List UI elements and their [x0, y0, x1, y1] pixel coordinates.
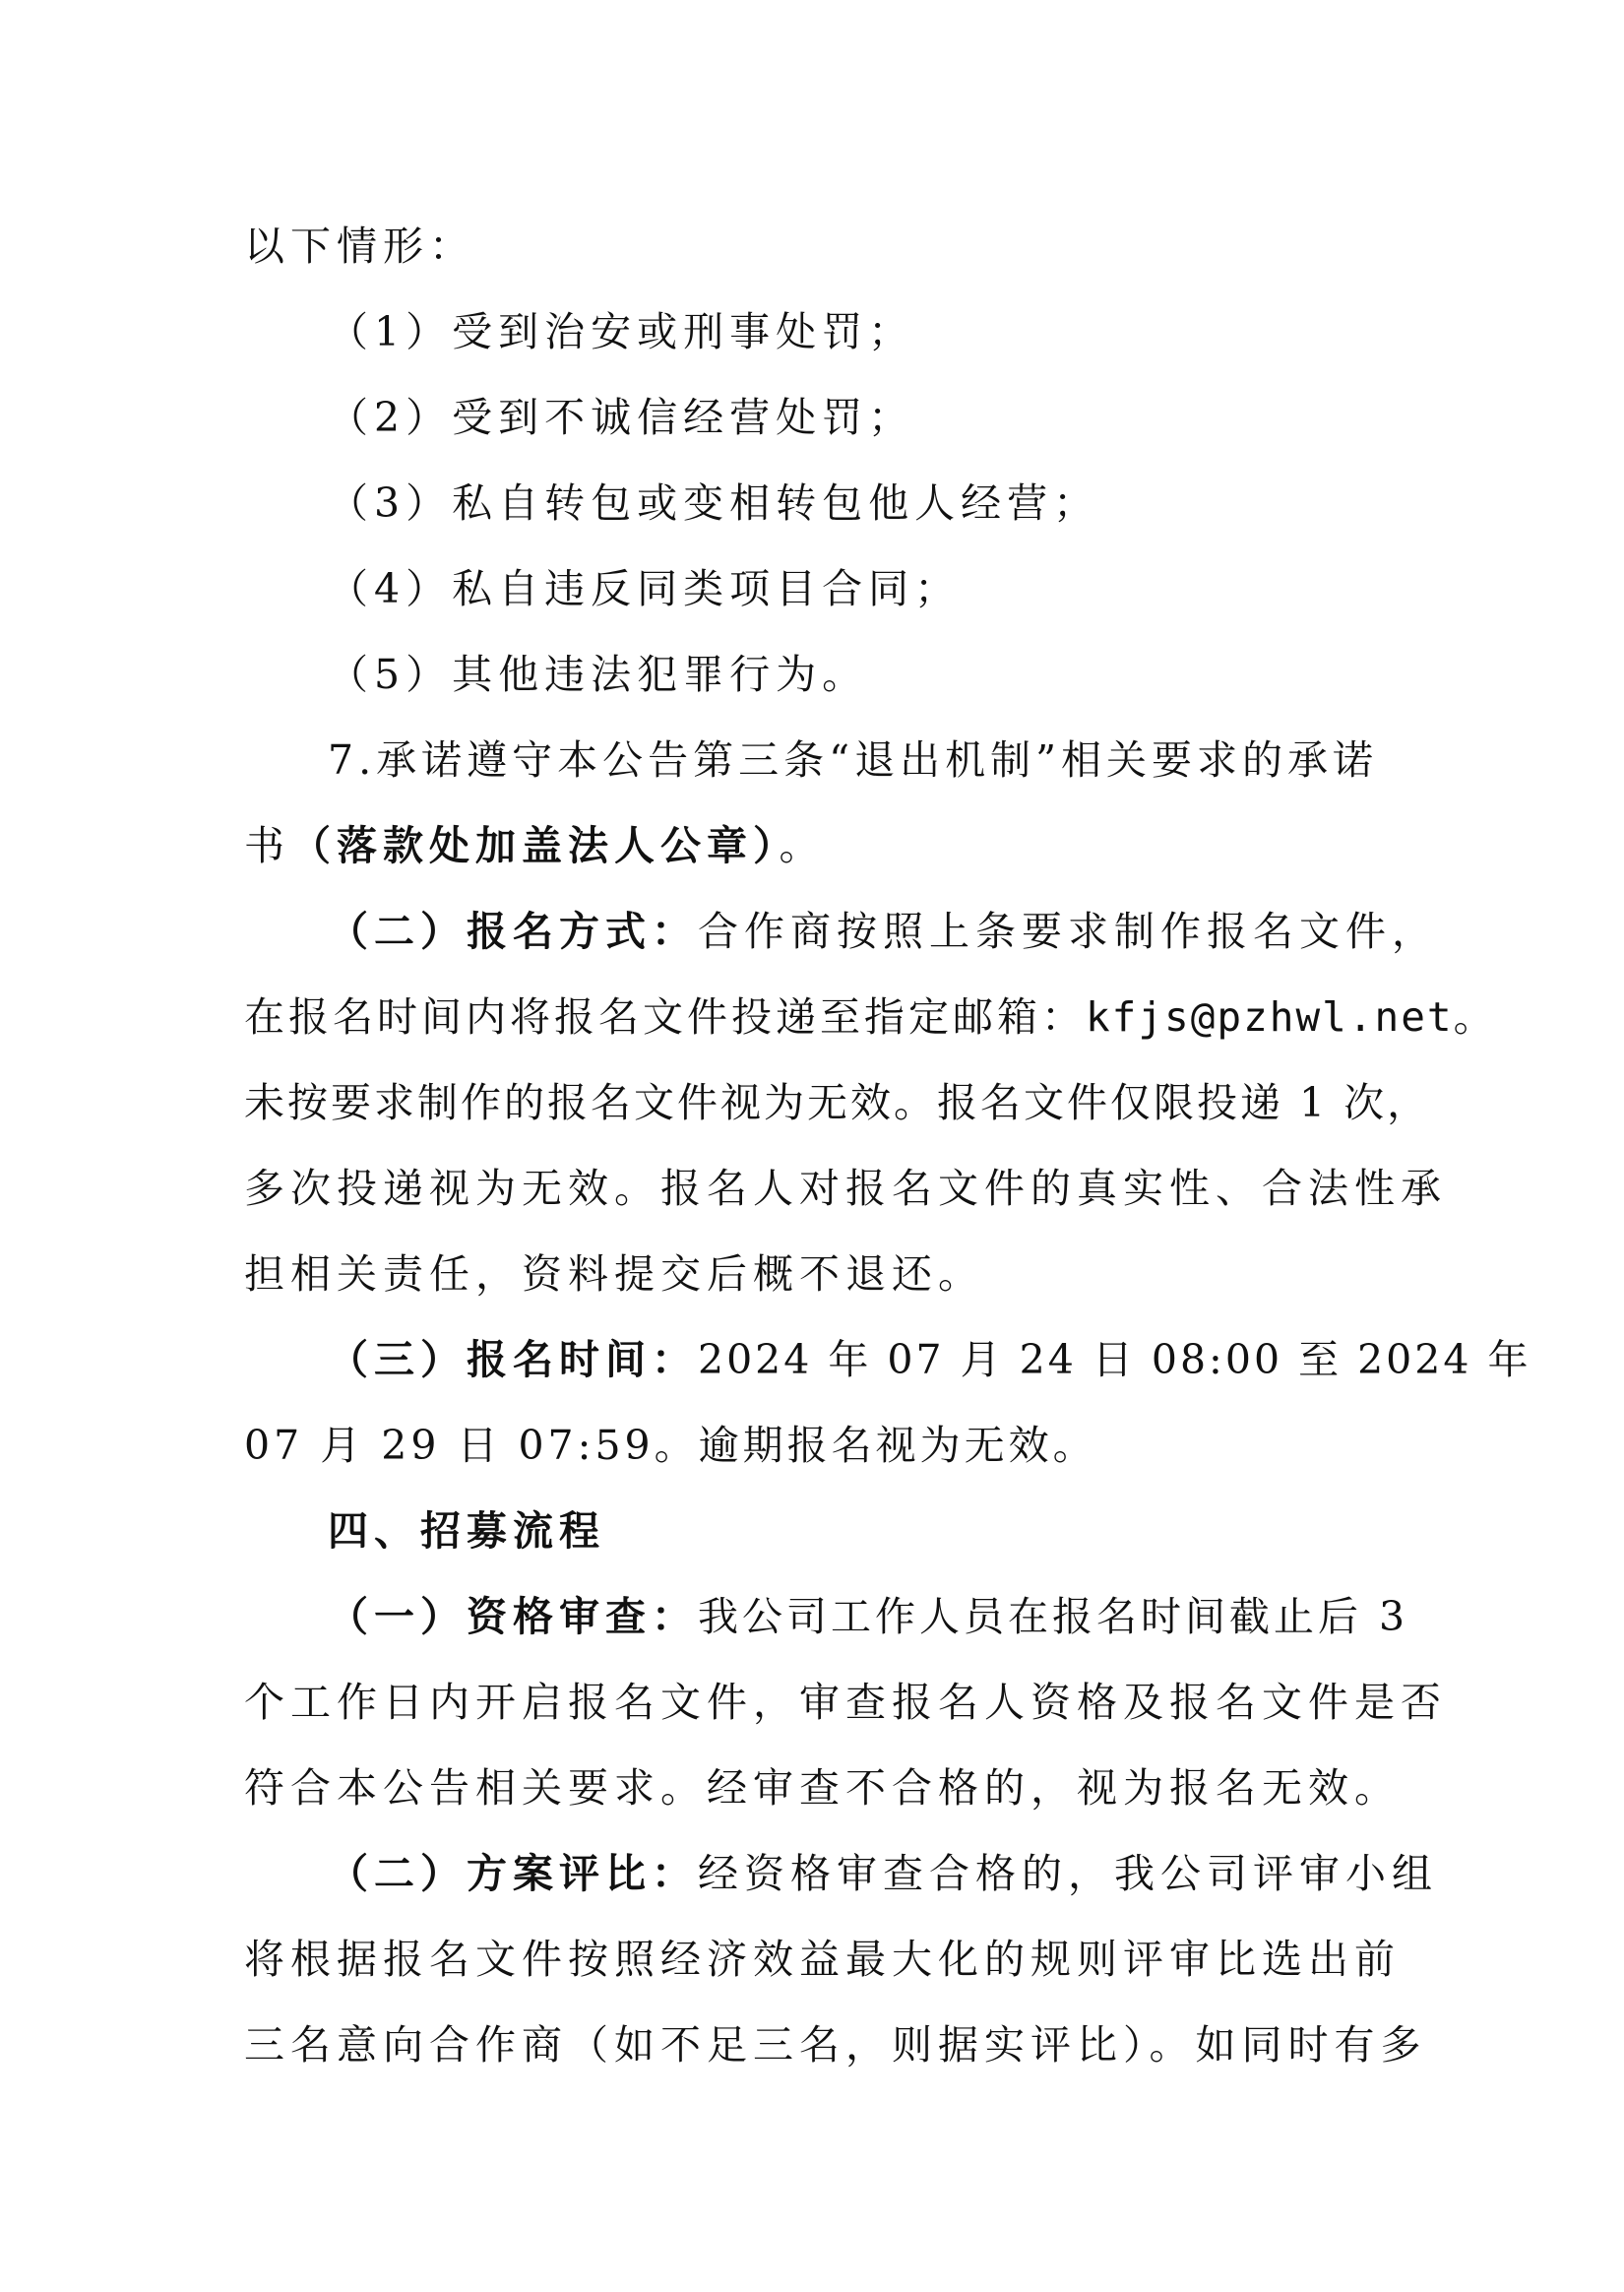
section-heading: （二）报名方式：: [328, 908, 698, 955]
body-line: [244, 987, 1498, 1047]
body-line: 未按要求制作的报名文件视为无效。报名文件仅限投递 1 次，: [244, 1079, 1431, 1126]
body-line: [244, 816, 1386, 875]
section-text: 经资格审查合格的，我公司评审小组: [698, 1850, 1438, 1897]
line-prefix: 在报名时间内将报名文件投递至指定邮箱：: [244, 993, 1086, 1041]
body-line: 符合本公告相关要求。经审查不合格的，视为报名无效。: [244, 1764, 1401, 1812]
list-item: （3）私自转包或变相转包他人经营；: [328, 479, 1100, 527]
list-item: （1）受到治安或刑事处罚；: [328, 308, 915, 355]
body-line: 以下情形：: [244, 223, 475, 270]
section-heading: （二）方案评比：: [328, 1850, 698, 1897]
section-line: [328, 1330, 1531, 1389]
section-text: 2024 年 07 月 24 日 08:00 至 2024 年: [698, 1336, 1531, 1383]
email-address: kfjs@pzhwl.net: [1086, 993, 1454, 1041]
section-line: [328, 902, 1469, 961]
body-line: 三名意向合作商（如不足三名，则据实评比）。如同时有多: [244, 2021, 1427, 2069]
list-item: （4）私自违反同类项目合同；: [328, 565, 962, 612]
body-line: 7.承诺遵守本公告第三条“退出机制”相关要求的承诺: [328, 736, 1379, 784]
body-line: 将根据报名文件按照经济效益最大化的规则评审比选出前: [244, 1936, 1401, 1983]
section-heading: （一）资格审查：: [328, 1593, 698, 1640]
bold-phrase: （落款处加盖法人公章）: [290, 822, 780, 869]
section-heading: （三）报名时间：: [328, 1336, 698, 1383]
body-line: 个工作日内开启报名文件，审查报名人资格及报名文件是否: [244, 1679, 1447, 1726]
body-line: 多次投递视为无效。报名人对报名文件的真实性、合法性承: [244, 1165, 1447, 1212]
line-prefix: 书: [244, 822, 290, 869]
line-suffix: 。: [1453, 993, 1498, 1041]
line-suffix: 。: [779, 822, 826, 869]
section-line: [328, 1844, 1469, 1903]
body-line: 07 月 29 日 07:59。逾期报名视为无效。: [244, 1422, 1097, 1469]
list-item: （5）其他违法犯罪行为。: [328, 651, 869, 698]
section-text: 我公司工作人员在报名时间截止后 3: [698, 1593, 1409, 1640]
list-item: （2）受到不诚信经营处罚；: [328, 394, 915, 441]
section-title: 四、招募流程: [328, 1507, 605, 1555]
body-line: 担相关责任，资料提交后概不退还。: [244, 1250, 984, 1298]
section-text: 合作商按照上条要求制作报名文件，: [698, 908, 1438, 955]
section-line: [328, 1587, 1469, 1646]
